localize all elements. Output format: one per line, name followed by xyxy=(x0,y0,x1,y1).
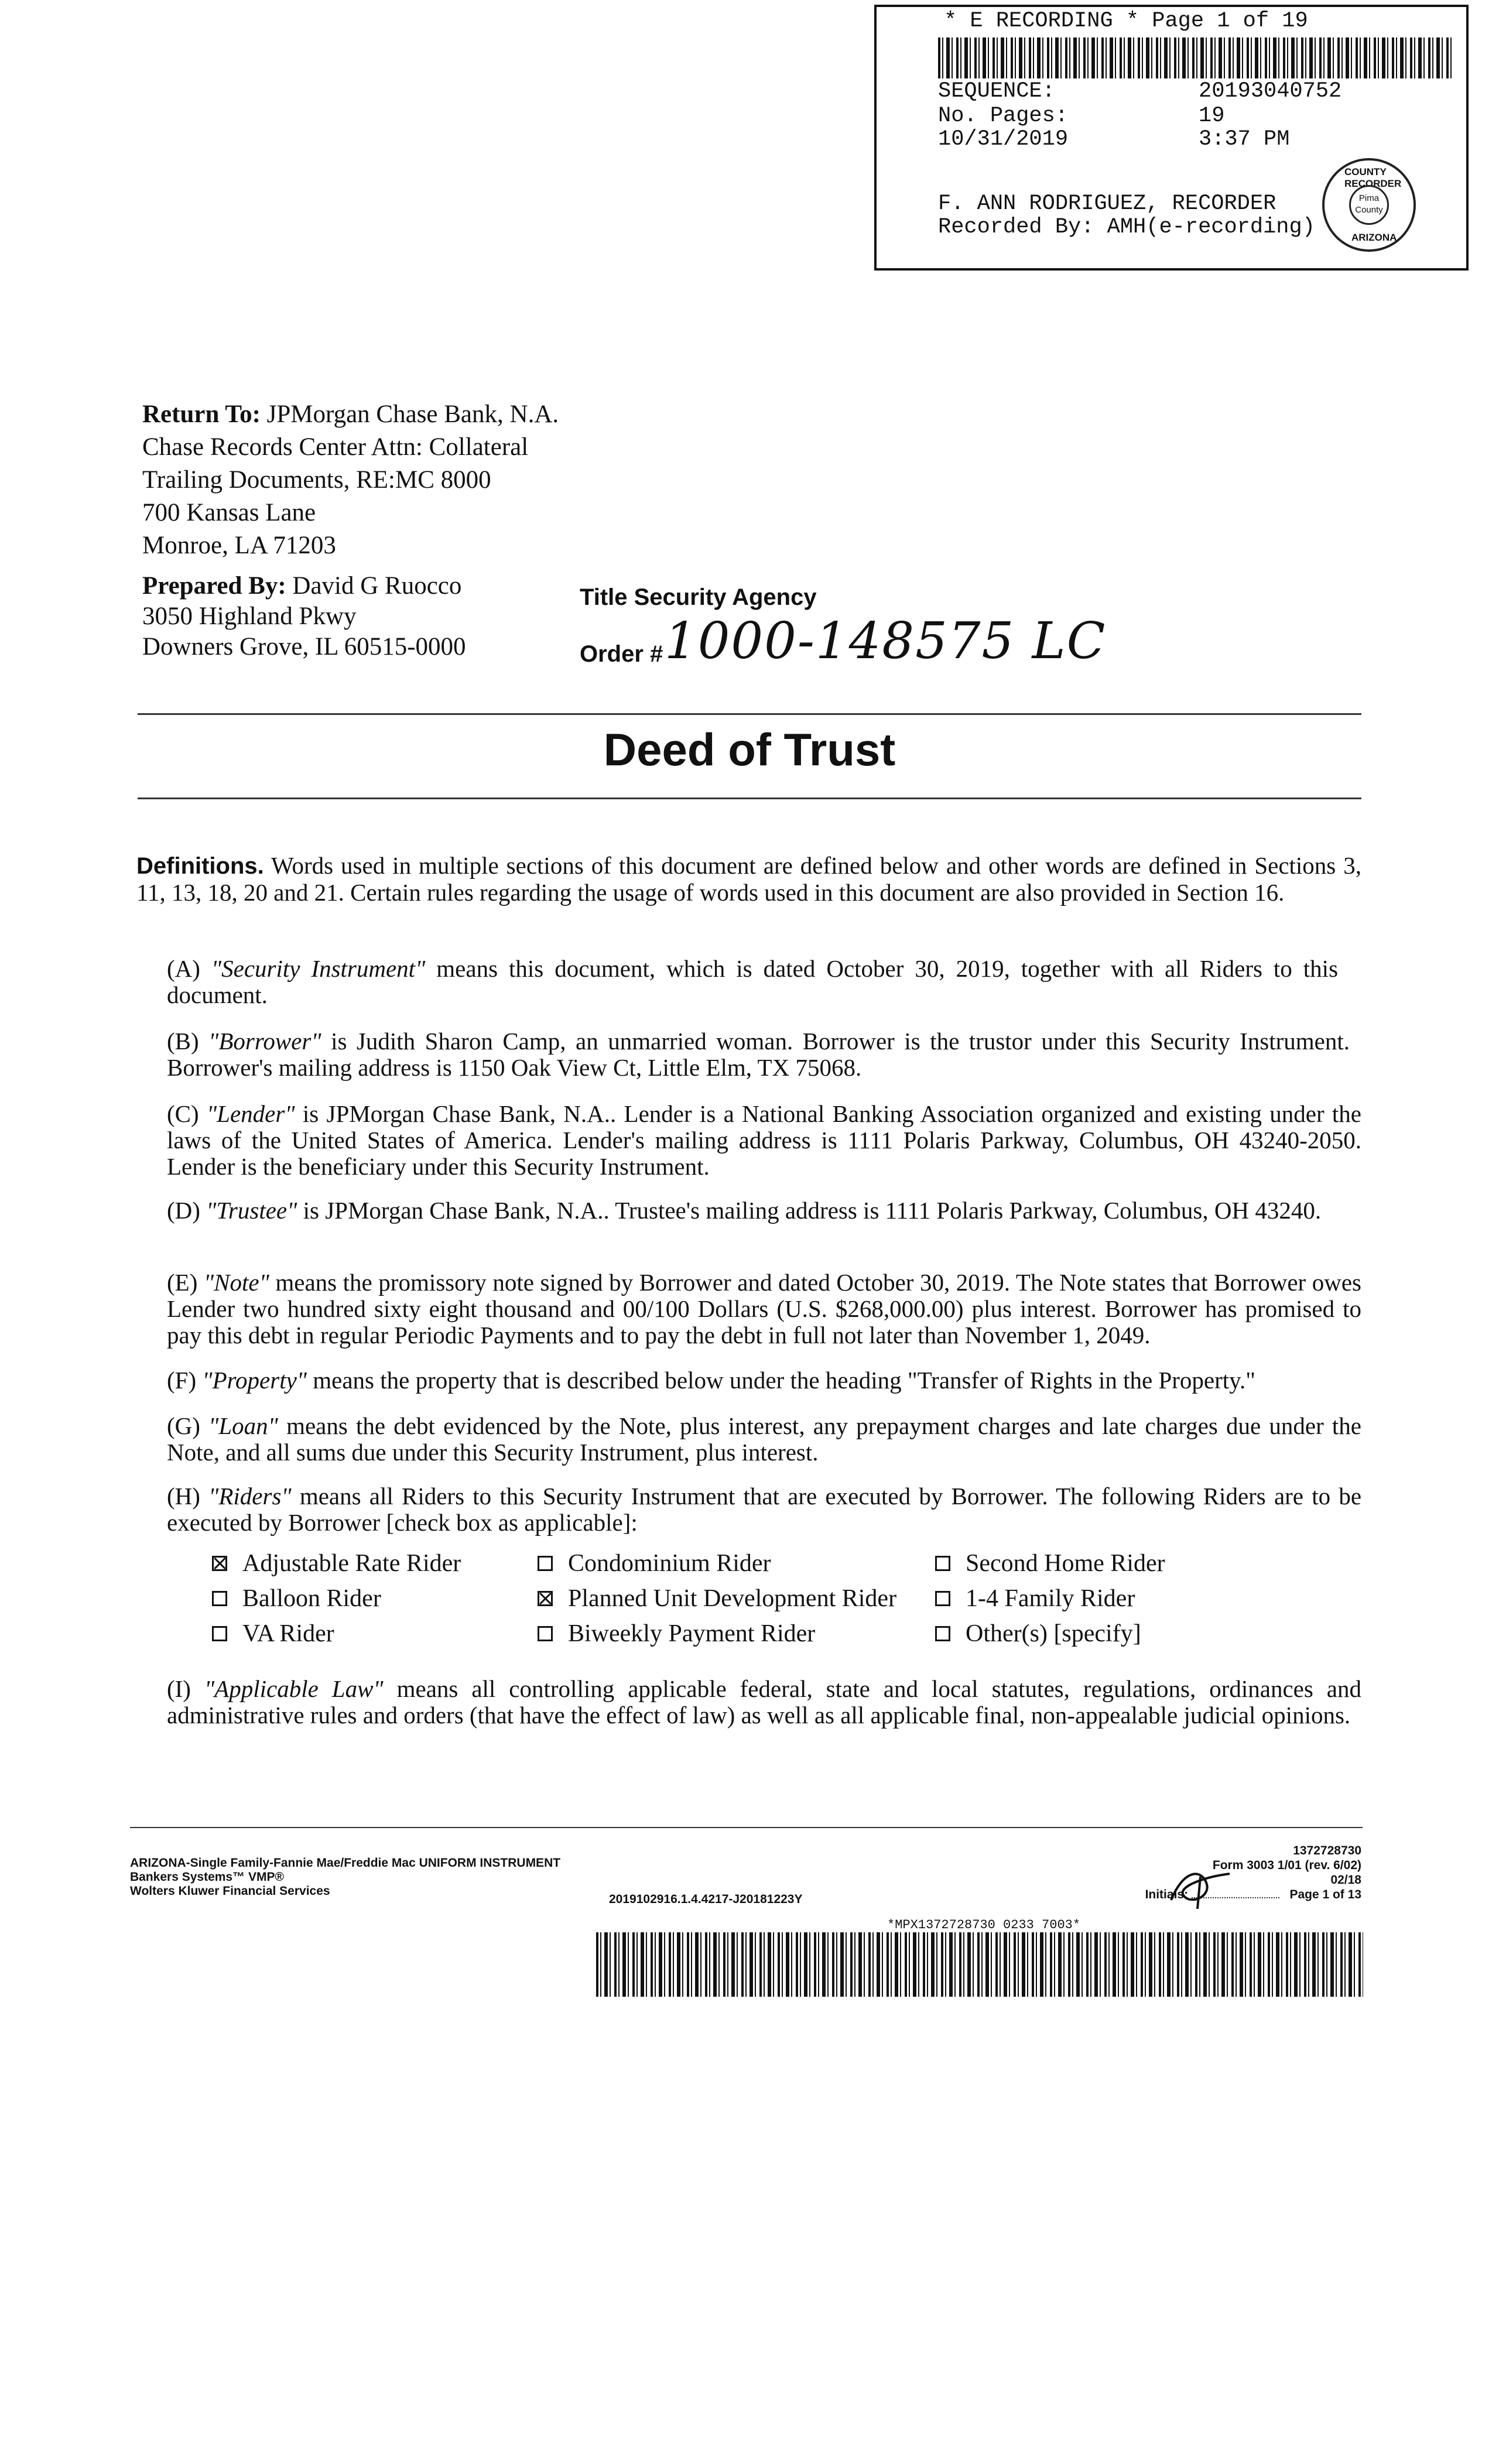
definition-text: means the property that is described below under the heading "Transfer of Rights in the Property." xyxy=(313,1367,1255,1394)
return-to-line: Monroe, LA 71203 xyxy=(142,532,336,559)
definition-g xyxy=(167,1413,1361,1466)
rider-biweekly-payment[interactable] xyxy=(538,1616,815,1651)
barcode-caption: *MPX1372728730 0233 7003* xyxy=(887,1918,1081,1932)
definition-i xyxy=(167,1676,1361,1729)
checkbox[interactable] xyxy=(935,1556,950,1571)
return-to-line: Trailing Documents, RE:MC 8000 xyxy=(142,466,491,494)
prepared-by-label: Prepared By: xyxy=(142,572,286,600)
rider-condominium[interactable] xyxy=(538,1546,771,1581)
form-identification xyxy=(130,1856,560,1898)
rider-label: Biweekly Payment Rider xyxy=(568,1620,816,1647)
definition-text: is JPMorgan Chase Bank, N.A.. Lender is a National Banking Association organized and existing under the laws of the United States of America. Lender's mailing address is 1111 Polaris Parkway, Columbus, OH 43240-2050. Lender is the beneficiary under this Security Instrument. xyxy=(167,1100,1362,1180)
recorder-name: F. ANN RODRIGUEZ, RECORDER xyxy=(938,191,1276,216)
definition-text: means the promissory note signed by Borrower and dated October 30, 2019. The Note states that Borrower owes Lender two hundred sixty eight thousand and 00/100 Dollars (U.S. $268,000.00) plus interest. Borrower has promised to pay this debt in regular Periodic Payments and to pay the debt in full not later than November 1, 2049. xyxy=(167,1269,1362,1349)
document-code: 2019102916.1.4.4217-J20181223Y xyxy=(609,1893,803,1906)
definition-term: "Riders" xyxy=(208,1483,292,1510)
pages-label: No. Pages: xyxy=(938,104,1069,128)
rider-label: 1-4 Family Rider xyxy=(966,1585,1135,1612)
rider-planned-unit-development[interactable] xyxy=(538,1581,896,1616)
rider-label: Condominium Rider xyxy=(568,1550,771,1577)
form-revision: 02/18 xyxy=(1330,1873,1361,1887)
order-label: Order # xyxy=(580,641,663,667)
definition-label: (D) xyxy=(167,1197,200,1224)
prepared-by-block xyxy=(142,571,466,662)
rider-label: Planned Unit Development Rider xyxy=(568,1585,897,1612)
prepared-by-line: Downers Grove, IL 60515-0000 xyxy=(142,633,466,661)
rider-second-home[interactable] xyxy=(935,1546,1165,1581)
rider-label: VA Rider xyxy=(242,1620,334,1647)
rider-balloon[interactable] xyxy=(212,1581,381,1616)
return-to-line: Chase Records Center Attn: Collateral xyxy=(142,433,529,461)
recording-header: * E RECORDING * Page 1 of 19 xyxy=(944,9,1308,33)
definition-text: means the debt evidenced by the Note, plus interest, any prepayment charges and late charges due under the Note, and all sums due under this Security Instrument, plus interest. xyxy=(167,1412,1362,1466)
title-agency-name: Title Security Agency xyxy=(580,584,817,610)
return-to-line: JPMorgan Chase Bank, N.A. xyxy=(266,401,559,428)
seal-center xyxy=(1349,185,1389,225)
order-number-handwritten: 1000-148575 LC xyxy=(665,612,1107,670)
definition-label: (C) xyxy=(167,1100,199,1127)
definition-label: (F) xyxy=(167,1367,197,1394)
definition-f xyxy=(167,1367,1373,1394)
sequence-value: 20193040752 xyxy=(1199,79,1342,104)
definition-a xyxy=(167,956,1338,1008)
rider-label: Adjustable Rate Rider xyxy=(242,1550,461,1577)
rider-va[interactable] xyxy=(212,1616,334,1651)
prepared-by-line: 3050 Highland Pkwy xyxy=(142,603,357,630)
definition-d xyxy=(167,1197,1338,1224)
rider-label: Second Home Rider xyxy=(966,1550,1165,1577)
seal-center-line1: Pima xyxy=(1358,193,1380,203)
definition-term: "Lender" xyxy=(206,1100,295,1127)
county-recorder-seal xyxy=(1322,158,1416,252)
definition-label: (H) xyxy=(167,1483,200,1510)
document-barcode xyxy=(596,1932,1363,1997)
form-line: Bankers Systems™ VMP® xyxy=(130,1870,284,1884)
definition-label: (G) xyxy=(167,1412,200,1439)
definitions-intro xyxy=(136,853,1361,906)
definitions-heading: Definitions. xyxy=(136,853,264,879)
initials-signature xyxy=(1165,1865,1241,1912)
loan-number: 1372728730 xyxy=(1293,1844,1361,1857)
definition-label: (A) xyxy=(167,955,200,982)
rider-label: Other(s) [specify] xyxy=(966,1620,1141,1647)
definition-text: means all controlling applicable federal, state and local statutes, regulations, ordinances and administrative rules and orders (that have the effect of law) as well as all applicable final, non-appealable judicial opinions. xyxy=(167,1675,1362,1729)
checkbox[interactable] xyxy=(538,1626,553,1641)
definition-term: "Loan" xyxy=(208,1412,278,1439)
seal-top-text: COUNTY RECORDER xyxy=(1344,166,1402,189)
return-to-block xyxy=(142,398,559,562)
form-line: ARIZONA-Single Family-Fannie Mae/Freddie Mac UNIFORM INSTRUMENT xyxy=(130,1856,561,1870)
seal-center-line2: County xyxy=(1355,205,1383,215)
checkbox[interactable] xyxy=(538,1556,553,1571)
rider-label: Balloon Rider xyxy=(242,1585,381,1612)
sequence-label: SEQUENCE: xyxy=(938,79,1055,104)
definition-text: is Judith Sharon Camp, an unmarried woman. Borrower is the trustor under this Security Instrument. Borrower's mailing address is 1150 Oak View Ct, Little Elm, TX 75068. xyxy=(167,1028,1350,1081)
document-title: Deed of Trust xyxy=(603,724,896,775)
prepared-by-line: David G Ruocco xyxy=(292,572,462,600)
definitions-intro-text: Words used in multiple sections of this document are defined below and other words are defined in Sections 3, 11, 13, 18, 20 and 21. Certain rules regarding the usage of words used in this document are also provided in Section 16. xyxy=(136,852,1361,906)
definition-label: (B) xyxy=(167,1028,199,1055)
recording-date: 10/31/2019 xyxy=(938,127,1069,152)
definition-text: means all Riders to this Security Instrument that are executed by Borrower. The following Riders are to be executed by Borrower [check box as applicable]: xyxy=(167,1483,1362,1536)
form-line: Wolters Kluwer Financial Services xyxy=(130,1884,330,1898)
seal-bottom-text: ARIZONA xyxy=(1351,232,1397,243)
definition-e xyxy=(167,1269,1361,1349)
checkbox[interactable] xyxy=(212,1591,227,1606)
definition-h xyxy=(167,1483,1361,1536)
form-number: Form 3003 1/01 (rev. 6/02) xyxy=(1212,1859,1361,1872)
rider-others[interactable] xyxy=(935,1616,1141,1651)
recorded-by: Recorded By: AMH(e-recording) xyxy=(938,215,1315,239)
definition-term: "Trustee" xyxy=(206,1197,297,1224)
checkbox[interactable] xyxy=(212,1626,227,1641)
definition-c xyxy=(167,1101,1361,1180)
definition-label: (I) xyxy=(167,1675,191,1702)
return-to-line: 700 Kansas Lane xyxy=(142,499,316,526)
definition-term: "Applicable Law" xyxy=(204,1675,384,1702)
definition-term: "Security Instrument" xyxy=(211,955,426,982)
title-bottom-rule xyxy=(138,798,1361,799)
checkbox[interactable] xyxy=(935,1626,950,1641)
definition-term: "Note" xyxy=(203,1269,269,1296)
definition-text: means this document, which is dated October 30, 2019, together with all Riders to this document. xyxy=(167,955,1339,1008)
rider-adjustable-rate[interactable] xyxy=(212,1546,461,1581)
definition-b xyxy=(167,1028,1350,1081)
footer-rule xyxy=(130,1827,1363,1828)
checkbox[interactable] xyxy=(935,1591,950,1606)
definition-term: "Property" xyxy=(202,1367,307,1394)
recording-time: 3:37 PM xyxy=(1199,127,1290,152)
definition-text: is JPMorgan Chase Bank, N.A.. Trustee's mailing address is 1111 Polaris Parkway, Columbus, OH 43240. xyxy=(303,1197,1322,1224)
definition-term: "Borrower" xyxy=(208,1028,321,1055)
checkbox-checked[interactable] xyxy=(538,1591,553,1606)
definition-label: (E) xyxy=(167,1269,198,1296)
rider-1-4-family[interactable] xyxy=(935,1581,1135,1616)
checkbox-checked[interactable] xyxy=(212,1556,227,1571)
recording-barcode xyxy=(938,37,1453,78)
return-to-label: Return To: xyxy=(142,401,261,428)
initials-label: Initials: xyxy=(1145,1888,1189,1901)
title-top-rule xyxy=(138,713,1361,715)
page-number: Page 1 of 13 xyxy=(1289,1888,1361,1901)
pages-value: 19 xyxy=(1199,104,1225,128)
